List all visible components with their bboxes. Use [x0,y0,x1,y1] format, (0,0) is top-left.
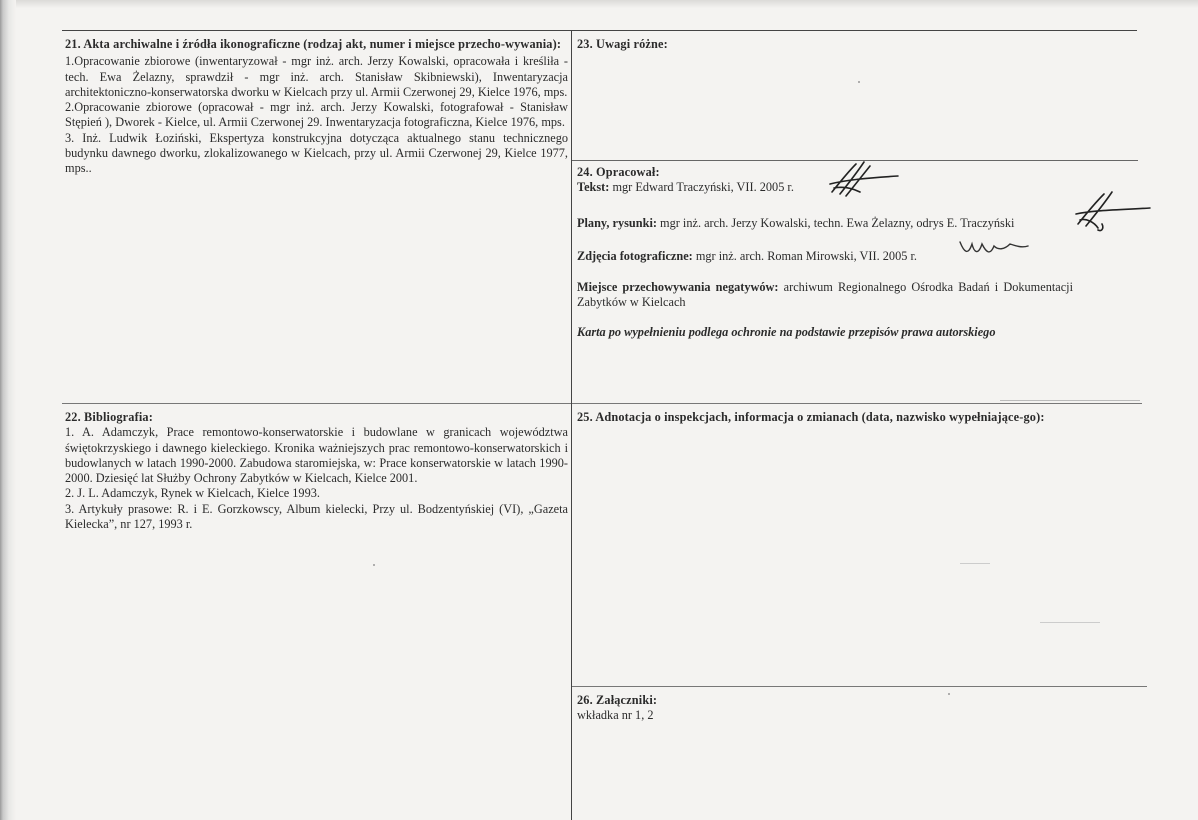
section-23-heading: 23. Uwagi różne: [577,37,668,51]
scan-speck [858,81,860,83]
tekst-value: mgr Edward Traczyński, VII. 2005 r. [612,180,794,195]
tekst-label: Tekst: [577,180,610,195]
copyright-note: Karta po wypełnieniu podlega ochronie na podstawie przepisów prawa autorskiego [577,324,996,339]
section-26-heading: 26. Załączniki: [577,693,658,707]
section-26-value: wkładka nr 1, 2 [577,708,654,723]
section-23-remarks [577,37,1137,52]
signature-zdjecia [958,236,1030,260]
faint-mark [1000,400,1140,401]
section-22-bibliography [65,410,568,532]
section-22-heading: 22. Bibliografia: [65,410,153,424]
plany-label: Plany, rysunki: [577,215,657,230]
scan-edge-shadow [0,0,16,820]
plany-line [577,216,1097,231]
scan-top-shadow [16,0,1198,8]
section-25-annotations [577,410,1089,425]
bibliography-item-1: 1. A. Adamczyk, Prace remontowo-konserwatorskie i budowlane w granicach województwa świętokrzyskiego i dawnego kieleckiego. Kronika ważniejszych prac remontowo-konserwatorskich i budowlanych w latach 1990-2000. Zabudowa staromiejska, w: Prace konserwatorskie w latach 1990-2000. Dziesięć lat Służby Ochrony Zabytków w Kielcach, Kielce 2001. [65,425,568,486]
faint-mark [960,563,990,564]
plany-value: mgr inż. arch. Jerzy Kowalski, techn. Ewa Żelazny, odrys E. Traczyński [660,215,1015,230]
miejsce-label: Miejsce przechowywania negatywów: [577,280,779,295]
scan-speck [373,564,375,566]
archival-item-3: 3. Inż. Ludwik Łoziński, Ekspertyza konstrukcyjna dotycząca aktualnego stanu technicznego budynku dawnego dworku, zlokalizowanego w Kielcach, przy ul. Armii Czerwonej 29, Kielce 1977, mps.. [65,130,568,176]
zdjecia-label: Zdjęcia fotograficzne: [577,248,693,263]
divider-25-26 [572,686,1147,687]
section-21-archival-records [65,37,568,177]
faint-mark [1040,622,1100,623]
bibliography-item-2: 2. J. L. Adamczyk, Rynek w Kielcach, Kielce 1993. [65,486,320,501]
miejsce-value: archiwum Regionalnego Ośrodka Badań i Dokumentacji Zabytków w Kielcach [577,280,1074,310]
bibliography-item-3: 3. Artykuły prasowe: R. i E. Gorzkowscy, Album kielecki, Przy ul. Bodzentyńskiej (VI), „Gazeta Kielecka”, nr 127, 1993 r. [65,501,568,532]
archival-item-1: 1.Opracowanie zbiorowe (inwentaryzował - mgr inż. arch. Jerzy Kowalski, opracowała i kreśliła - tech. Ewa Żelazny, sprawdził - mgr inż. arch. Stanisław Skibniewski), Inwentaryzacja architektoniczno-konserwatorska dworku w Kielcach przy ul. Armii Czerwonej 29, Kielce 1976, mps. [65,54,568,99]
column-divider [571,30,572,820]
section-24-heading: 24. Opracował: [577,165,660,179]
section-25-heading: 25. Adnotacja o inspekcjach, informacja o zmianach (data, nazwisko wypełniające-go): [577,410,1045,424]
row-divider-middle [62,403,1142,404]
section-26-attachments [577,693,1097,724]
zdjecia-value: mgr inż. arch. Roman Mirowski, VII. 2005 r. [695,248,917,263]
archival-item-2: 2.Opracowanie zbiorowe (opracował - mgr inż. arch. Jerzy Kowalski, fotografował - Stanisław Stępień ), Dworek - Kielce, ul. Armii Czerwonej 29. Inwentaryzacja fotograficzna, Kielce 1976, mps. [65,100,568,130]
table-top-border [62,30,1137,31]
section-21-heading: 21. Akta archiwalne i źródła ikonograficzne (rodzaj akt, numer i miejsce przecho-wywania): [65,37,562,51]
signature-plany [1072,188,1152,234]
signature-tekst [826,158,901,202]
miejsce-line [577,280,1073,311]
scan-speck [948,693,950,695]
